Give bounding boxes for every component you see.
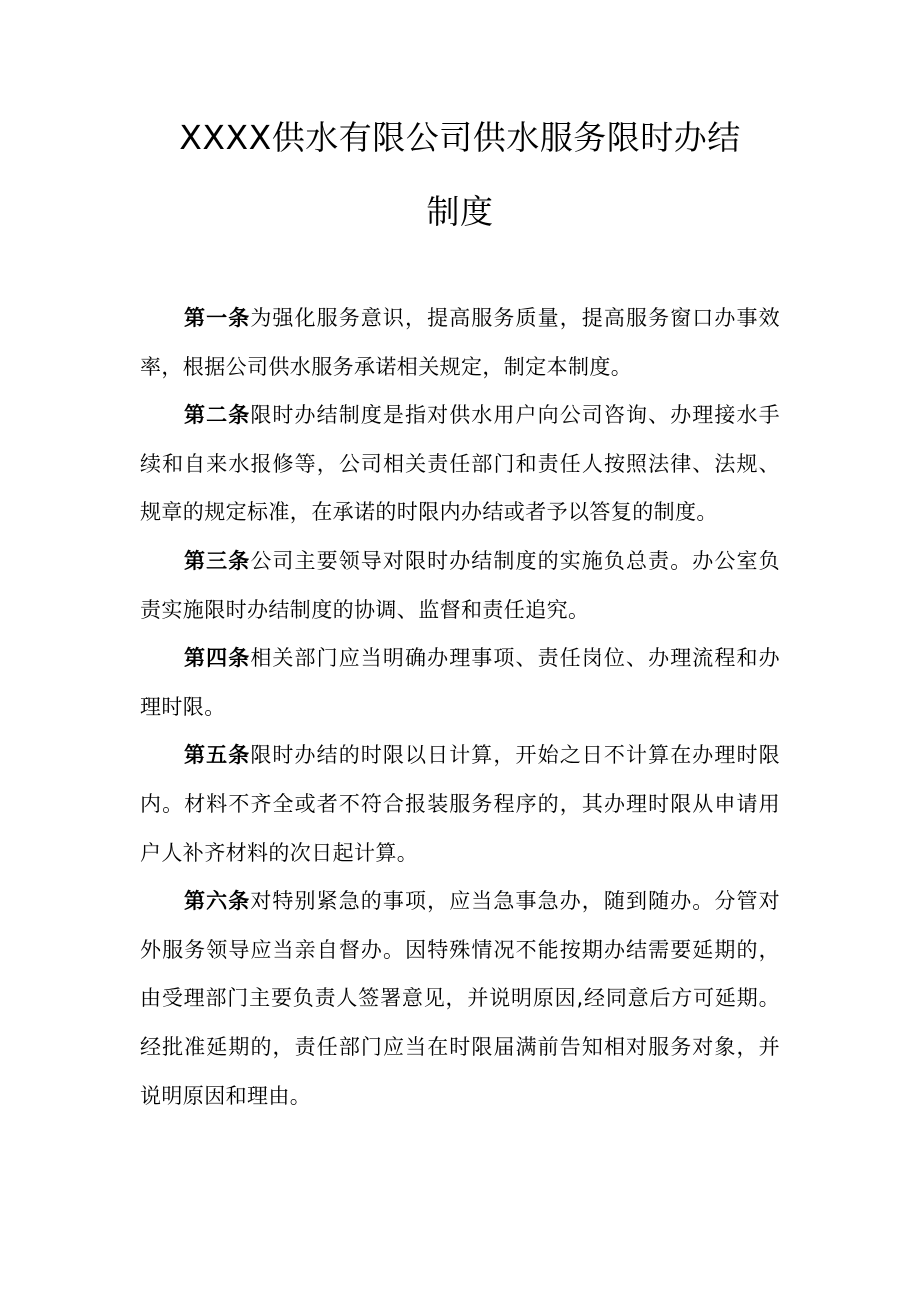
- article-text: 公司主要领导对限时办结制度的实施负总责。办公室负责实施限时办结制度的协调、监督和责任追究。: [140, 548, 780, 622]
- article-2: [140, 391, 780, 537]
- article-3: [140, 537, 780, 634]
- article-text: 为强化服务意识，提高服务质量，提高服务窗口办事效率，根据公司供水服务承诺相关规定，制定本制度。: [140, 306, 780, 379]
- article-1: [140, 294, 780, 391]
- article-text: 限时办结的时限以日计算，开始之日不计算在办理时限内。材料不齐全或者不符合报装服务程序的，其办理时限从申请用户人补齐材料的次日起计算。: [140, 743, 780, 865]
- document-title-line-1: XXXX供水有限公司供水服务限时办结: [179, 118, 741, 157]
- article-4: [140, 634, 780, 731]
- article-5: [140, 731, 780, 877]
- article-label: 第五条: [184, 743, 251, 768]
- article-label: 第三条: [184, 548, 251, 573]
- article-label: 第四条: [184, 646, 251, 671]
- article-text: 限时办结制度是指对供水用户向公司咨询、办理接水手续和自来水报修等，公司相关责任部门和责任人按照法律、法规、规章的规定标准，在承诺的时限内办结或者予以答复的制度。: [140, 403, 780, 525]
- document-title-line-2: 制度: [426, 192, 494, 231]
- article-6: [140, 877, 780, 1120]
- article-label: 第六条: [184, 889, 251, 914]
- article-label: 第一条: [184, 306, 251, 330]
- article-label: 第二条: [184, 403, 251, 428]
- document-body: [140, 294, 780, 1120]
- article-text: 相关部门应当明确办理事项、责任岗位、办理流程和办理时限。: [140, 646, 780, 719]
- article-text: 对特别紧急的事项，应当急事急办，随到随办。分管对外服务领导应当亲自督办。因特殊情况不能按期办结需要延期的，由受理部门主要负责人签署意见，并说明原因,经同意后方可延期。经批准延期的，责任部门应当在时限届满前告知相对服务对象，并说明原因和理由。: [140, 889, 780, 1108]
